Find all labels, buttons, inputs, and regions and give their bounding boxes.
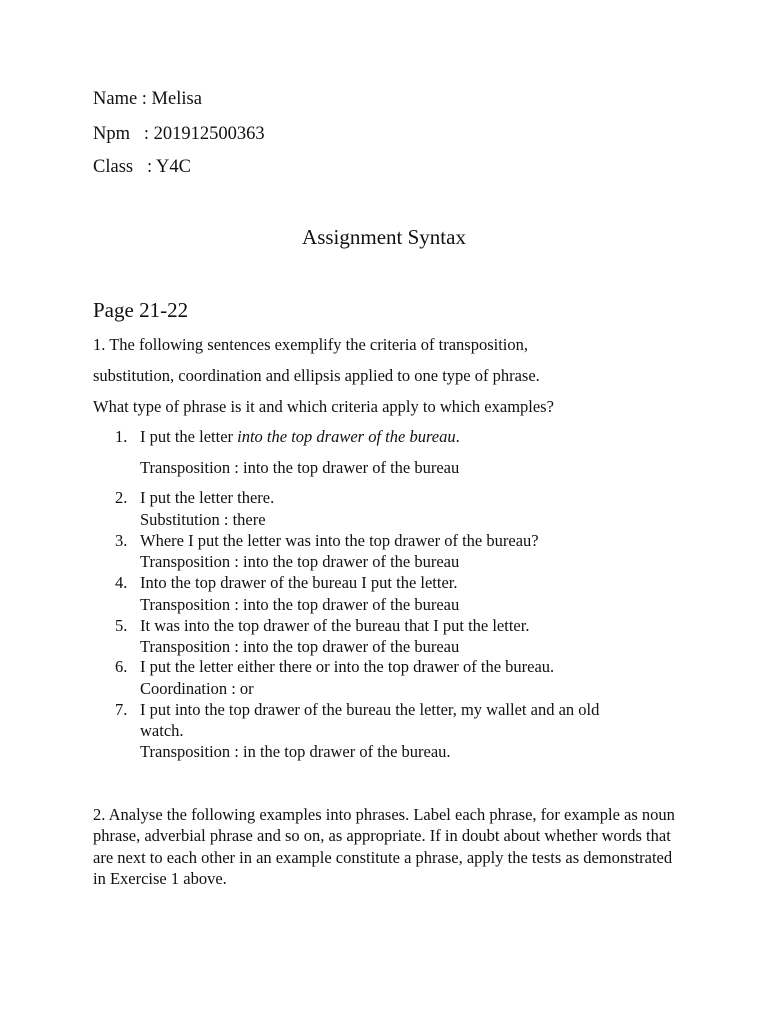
item-text: I put the letter — [140, 427, 238, 446]
item-number: 3. — [115, 531, 128, 550]
list-item: I put the letter either there or into the top drawer of the bureau. — [140, 657, 555, 676]
item-number: 4. — [115, 573, 128, 592]
item-answer: Transposition : into the top drawer of the bureau — [140, 552, 460, 571]
item-answer: Substitution : there — [140, 510, 266, 529]
student-class: Class : Y4C — [93, 157, 191, 177]
assignment-title: Assignment Syntax — [302, 225, 466, 249]
item-number: 1. — [115, 427, 128, 446]
item-answer: Coordination : or — [140, 679, 254, 698]
item-answer: Transposition : in the top drawer of the bureau. — [140, 742, 451, 761]
item-text-italic: into the top drawer of the bureau — [237, 427, 456, 446]
question-2-paragraph: 2. Analyse the following examples into phrases. Label each phrase, for example as noun phrase, adverbial phrase and so on, as appropriate. If in doubt about whether words that are next to each other in an example constitute a phrase, apply the tests as demonstrated in Exercise 1 above. — [93, 805, 675, 888]
student-npm: Npm : 201912500363 — [93, 124, 265, 144]
item-number: 2. — [115, 488, 128, 507]
list-item-continuation: watch. — [140, 721, 184, 740]
question-1-line-1: 1. The following sentences exemplify the criteria of transposition, — [93, 335, 528, 354]
item-text-end: . — [455, 427, 460, 446]
item-number: 5. — [115, 616, 128, 635]
item-number: 7. — [115, 700, 128, 719]
item-answer: Transposition : into the top drawer of the bureau — [140, 458, 460, 477]
list-item: I put the letter there. — [140, 488, 275, 507]
item-number: 6. — [115, 657, 128, 676]
list-item: I put into the top drawer of the bureau the letter, my wallet and an old — [140, 700, 600, 719]
item-answer: Transposition : into the top drawer of the bureau — [140, 595, 460, 614]
student-name: Name : Melisa — [93, 89, 202, 109]
list-item: Where I put the letter was into the top drawer of the bureau? — [140, 531, 539, 550]
item-answer: Transposition : into the top drawer of the bureau — [140, 637, 460, 656]
list-item: Into the top drawer of the bureau I put the letter. — [140, 573, 458, 592]
question-1-line-2: substitution, coordination and ellipsis applied to one type of phrase. — [93, 366, 540, 385]
list-item — [140, 427, 460, 447]
section-heading: Page 21-22 — [93, 298, 189, 322]
question-1-line-3: What type of phrase is it and which criteria apply to which examples? — [93, 397, 554, 416]
list-item: It was into the top drawer of the bureau that I put the letter. — [140, 616, 530, 635]
